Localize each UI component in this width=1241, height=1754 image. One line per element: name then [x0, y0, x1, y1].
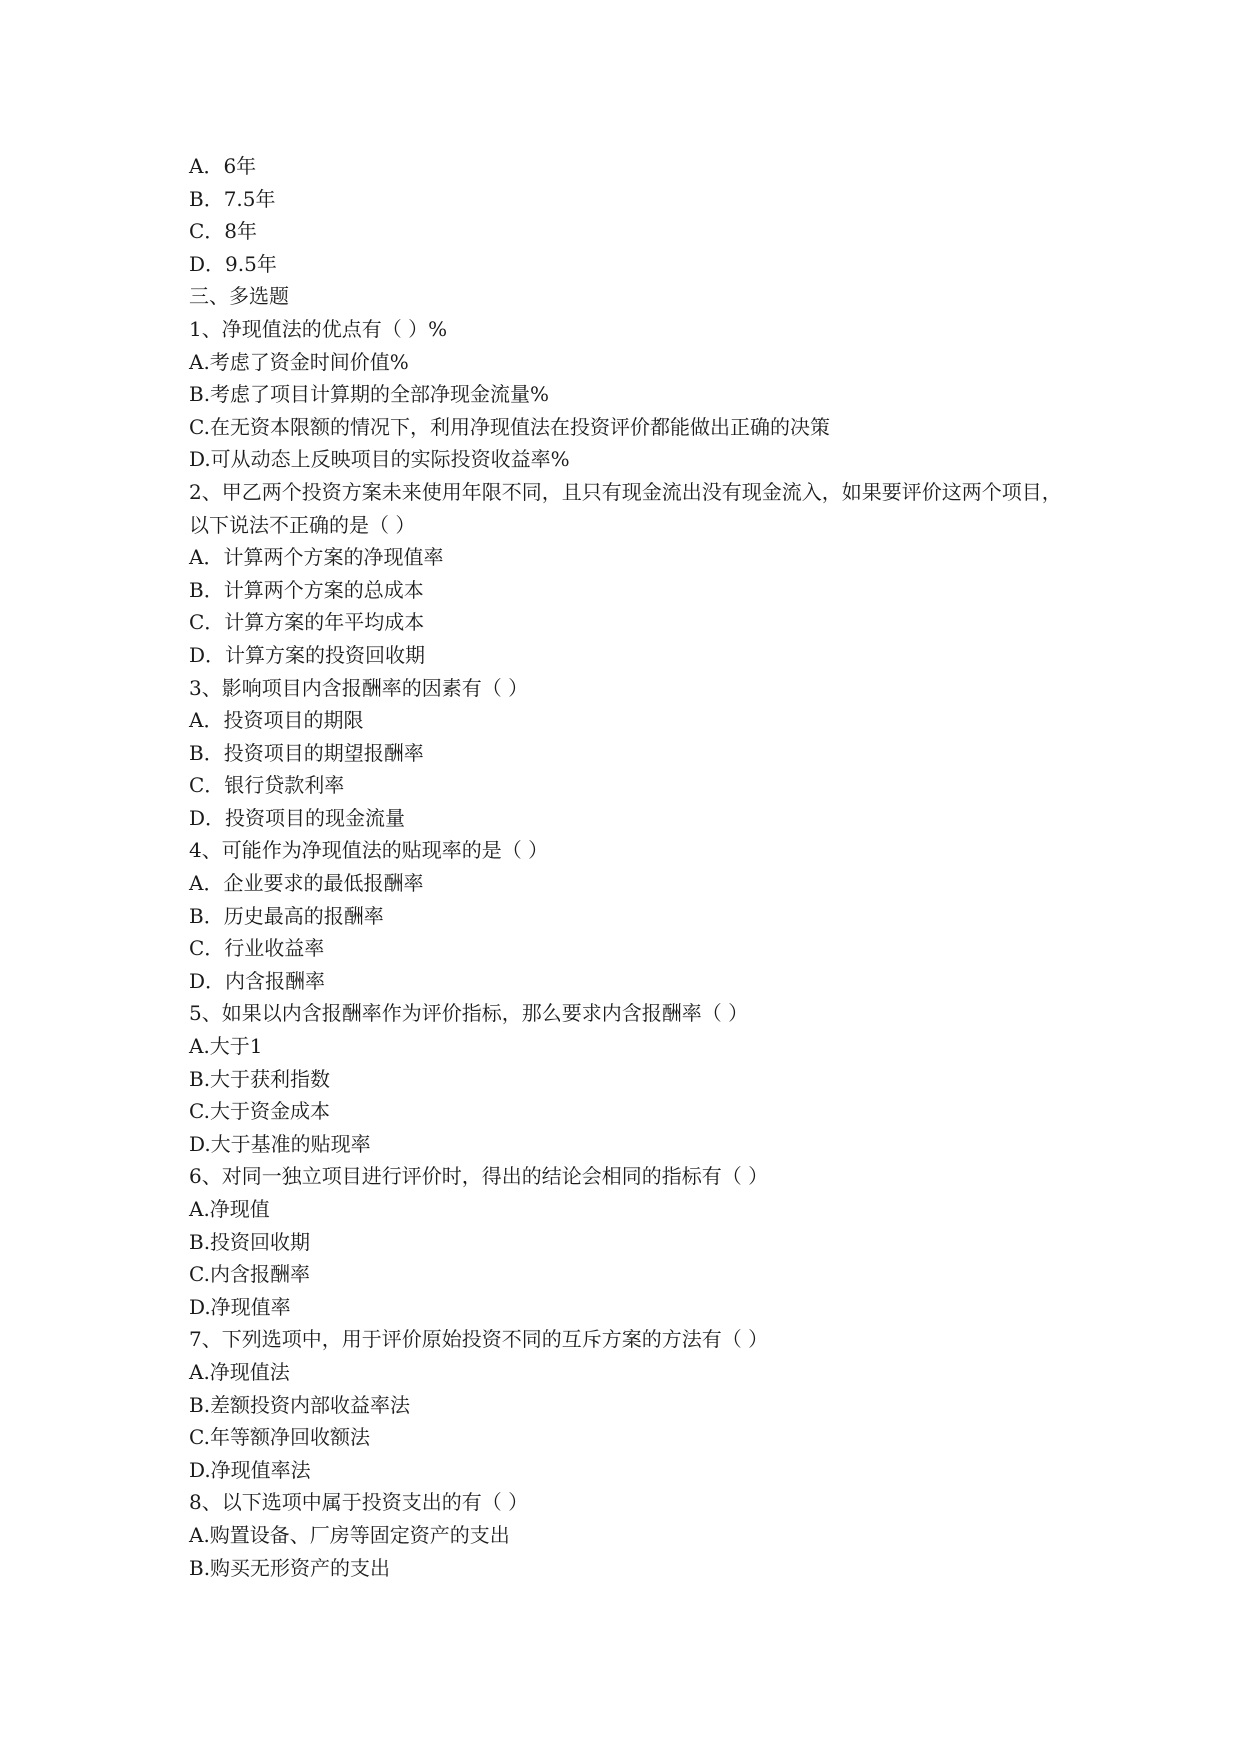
question-line: 6、对同一独立项目进行评价时，得出的结论会相同的指标有（ ） — [189, 1164, 769, 1189]
option-line: D．内含报酬率 — [189, 968, 326, 993]
option-line: A.净现值 — [189, 1197, 270, 1221]
option-line: C．8年 — [189, 219, 258, 244]
option-line: D.可从动态上反映项目的实际投资收益率% — [189, 447, 570, 472]
option-line: A.净现值法 — [189, 1359, 290, 1384]
option-line: C.在无资本限额的情况下，利用净现值法在投资评价都能做出正确的决策 — [189, 414, 830, 439]
option-line: B.投资回收期 — [189, 1229, 311, 1254]
option-line: D.大于基准的贴现率 — [189, 1131, 371, 1156]
option-line: D．计算方案的投资回收期 — [189, 642, 426, 667]
option-line: C．银行贷款利率 — [189, 773, 345, 798]
option-line: B.差额投资内部收益率法 — [189, 1392, 411, 1417]
option-line: D.净现值率 — [189, 1294, 291, 1319]
option-line: A．投资项目的期限 — [189, 708, 364, 733]
option-line: B．投资项目的期望报酬率 — [189, 740, 424, 765]
option-line: A．企业要求的最低报酬率 — [189, 871, 424, 896]
question-line: 1、净现值法的优点有（ ）% — [189, 316, 448, 341]
option-line: B.购买无形资产的支出 — [189, 1555, 391, 1580]
question-line: 8、以下选项中属于投资支出的有（ ） — [189, 1490, 529, 1515]
option-line: C．行业收益率 — [189, 936, 325, 961]
option-line: C．计算方案的年平均成本 — [189, 610, 425, 635]
option-line: A.购置设备、厂房等固定资产的支出 — [189, 1522, 510, 1547]
option-line: D．9.5年 — [189, 251, 277, 276]
option-line: C.大于资金成本 — [189, 1099, 330, 1124]
option-line: A．6年 — [189, 154, 257, 178]
option-line: D.净现值率法 — [189, 1457, 311, 1482]
option-line: D．投资项目的现金流量 — [189, 805, 406, 830]
option-line: A．计算两个方案的净现值率 — [189, 545, 444, 570]
option-line: C.年等额净回收额法 — [189, 1425, 370, 1450]
document-body — [189, 150, 1069, 1584]
question-line: 2、甲乙两个投资方案未来使用年限不同，且只有现金流出没有现金流入，如果要评价这两个项目，以下说法不正确的是（ ） — [189, 479, 1062, 537]
option-line: B．计算两个方案的总成本 — [189, 577, 424, 602]
section-heading: 三、多选题 — [189, 284, 289, 309]
option-line: C.内含报酬率 — [189, 1262, 310, 1287]
option-line: B．7.5年 — [189, 186, 276, 211]
question-line: 4、可能作为净现值法的贴现率的是（ ） — [189, 838, 549, 863]
question-line: 7、下列选项中，用于评价原始投资不同的互斥方案的方法有（ ） — [189, 1327, 769, 1352]
option-line: A.大于1 — [189, 1034, 263, 1059]
question-line: 3、影响项目内含报酬率的因素有（ ） — [189, 675, 529, 700]
option-line: B.大于获利指数 — [189, 1066, 331, 1091]
option-line: B.考虑了项目计算期的全部净现金流量% — [189, 382, 550, 407]
option-line: B．历史最高的报酬率 — [189, 903, 384, 928]
option-line: A.考虑了资金时间价值% — [189, 349, 409, 374]
question-line: 5、如果以内含报酬率作为评价指标，那么要求内含报酬率（ ） — [189, 1001, 749, 1026]
